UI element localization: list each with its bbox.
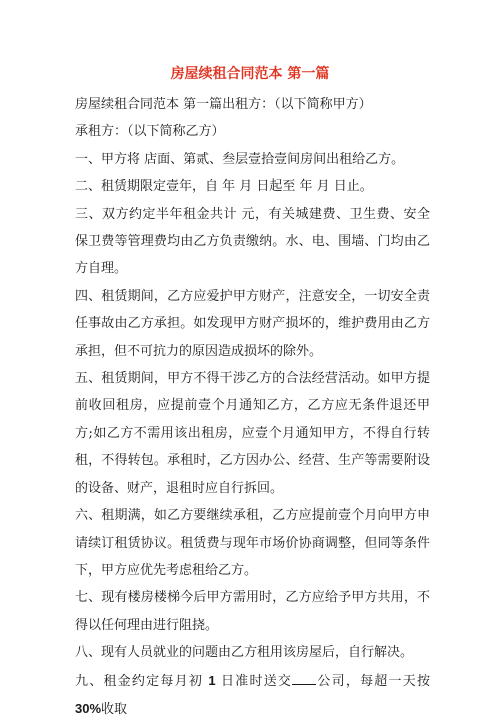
paragraph-lessor: 房屋续租合同范本 第一篇出租方：（以下简称甲方） [75, 97, 372, 112]
paragraph-lessee: 承租方：（以下简称乙方） [75, 124, 225, 140]
clause-7: 七、现有楼房楼梯今后甲方需用时，乙方应给予甲方共用，不得以任何理由进行阻挠。 [75, 590, 430, 633]
clause-5: 五、租赁期间，甲方不得干涉乙方的合法经营活动。如甲方提前收回租房，应提前壹个月通知乙方，乙方应无条件退还甲方;如乙方不需用该出租房，应壹个月通知甲方，不得自行转租，不得转包。承租时，乙方因办公、经营、生产等需要附设的设备、财产，退租时应自行拆回。 [75, 371, 430, 496]
clause-9-text-b: 日准时送交 [215, 673, 293, 689]
clause-9-text-d: 收取 [101, 701, 128, 717]
document-title: 房屋续租合同范本 第一篇 [170, 66, 330, 82]
clause-9-percent: 30% [75, 700, 102, 716]
clause-4: 四、租赁期间，乙方应爱护甲方财产，注意安全，一切安全责任事故由乙方承担。如发现甲方财产损坏的，维护费用由乙方承担，但不可抗力的原因造成损坏的除外。 [75, 288, 430, 359]
clause-2: 二、租赁期限定壹年，自 年 月 日起至 年 月 日止。 [75, 179, 373, 195]
clause-9-text-c: 公司，每超一天按 [316, 673, 430, 689]
clause-9-day-number: 1 [208, 672, 216, 688]
clause-8: 八、现有人员就业的问题由乙方租用该房屋后，自行解决。 [75, 645, 414, 661]
clause-6: 六、租期满，如乙方要继续承租，乙方应提前壹个月向甲方申请续订租赁协议。租赁费与现年市场价协商调整，但同等条件下，甲方应优先考虑租给乙方。 [75, 508, 430, 578]
company-blank-line [292, 670, 316, 685]
clause-1: 一、甲方将 店面、第贰、叁层壹拾壹间房间出租给乙方。 [75, 151, 405, 167]
clause-9-text-a: 九、租金约定每月初 [75, 673, 209, 689]
document-body [75, 91, 430, 723]
clause-9 [75, 667, 430, 723]
clause-3: 三、双方约定半年租金共计 元，有关城建费、卫生费、安全保卫费等管理费均由乙方负责缴纳。水、电、围墙、门均由乙方自理。 [75, 206, 430, 277]
